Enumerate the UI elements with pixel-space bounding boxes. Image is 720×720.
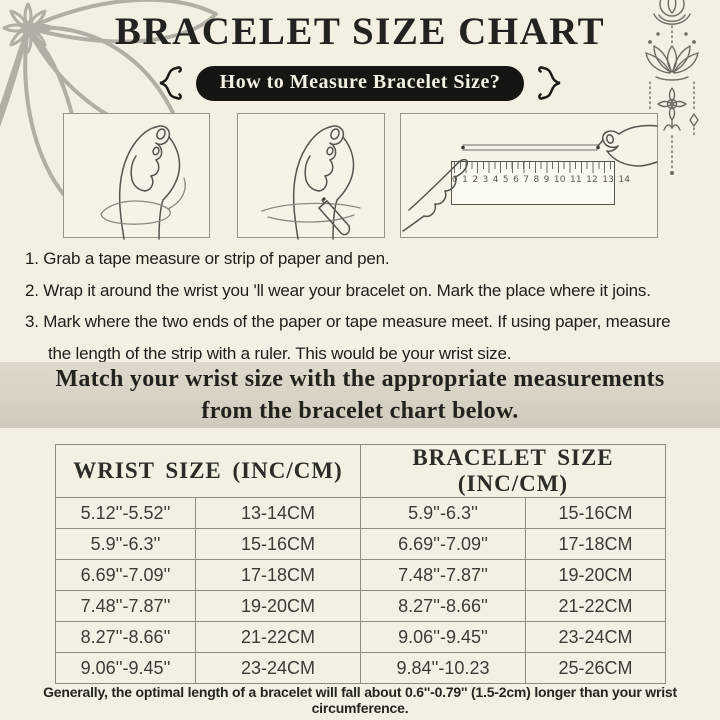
cell: 19-20CM <box>196 591 361 622</box>
footer-note: Generally, the optimal length of a bracelet will fall about 0.6''-0.79'' (1.5-2cm) longer than your wrist circumference. <box>43 684 677 716</box>
cell: 19-20CM <box>526 560 666 591</box>
step-1: 1. Grab a tape measure or strip of paper and pen. <box>25 249 390 268</box>
cell: 17-18CM <box>526 529 666 560</box>
cell: 15-16CM <box>196 529 361 560</box>
hand-with-tape-illustration <box>64 114 211 239</box>
illustration-wrap-tape <box>63 113 210 238</box>
illustration-mark-with-pen <box>237 113 385 238</box>
cell: 9.06''-9.45'' <box>361 622 526 653</box>
cell: 8.27''-8.66'' <box>361 591 526 622</box>
hand-with-pen-illustration <box>238 114 386 239</box>
ruler-numbers: 0 1 2 3 4 5 6 7 8 9 10 11 12 13 14 <box>452 175 631 185</box>
table-row <box>56 622 666 653</box>
cell: 15-16CM <box>526 498 666 529</box>
cell: 7.48''-7.87'' <box>361 560 526 591</box>
cell: 23-24CM <box>196 653 361 684</box>
bracelet-size-table <box>55 444 666 684</box>
cell: 9.06''-9.45'' <box>56 653 196 684</box>
wrist-size-header: WRIST SIZE (INC/CM) <box>56 445 361 498</box>
cell: 6.69''-7.09'' <box>361 529 526 560</box>
step-2: 2. Wrap it around the wrist you 'll wear your bracelet on. Mark the place where it joins. <box>25 280 651 300</box>
illustration-measure-ruler <box>400 113 658 238</box>
table-row <box>56 529 666 560</box>
how-to-measure-badge: How to Measure Bracelet Size? <box>196 66 525 101</box>
cell: 13-14CM <box>196 498 361 529</box>
cell: 5.9''-6.3'' <box>361 498 526 529</box>
table-header-row <box>56 445 666 498</box>
flourish-right-icon <box>537 63 567 103</box>
cell: 5.12''-5.52'' <box>56 498 196 529</box>
table-row <box>56 560 666 591</box>
page-title: BRACELET SIZE CHART <box>114 10 606 53</box>
cell: 23-24CM <box>526 622 666 653</box>
cell: 21-22CM <box>526 591 666 622</box>
cell: 25-26CM <box>526 653 666 684</box>
cell: 17-18CM <box>196 560 361 591</box>
cell: 7.48''-7.87'' <box>56 591 196 622</box>
match-size-banner <box>0 362 720 428</box>
measure-steps <box>25 243 697 369</box>
cell: 6.69''-7.09'' <box>56 560 196 591</box>
table-row <box>56 591 666 622</box>
cell: 5.9''-6.3'' <box>56 529 196 560</box>
table-row <box>56 653 666 684</box>
bracelet-size-header: BRACELET SIZE (INC/CM) <box>361 445 666 498</box>
cell: 21-22CM <box>196 622 361 653</box>
step-3: 3. Mark where the two ends of the paper or tape measure meet. If using paper, measure the length of the strip with a ruler. This would be your wrist size. <box>25 312 671 363</box>
match-size-banner-text: Match your wrist size with the appropriate measurements from the bracelet chart below. <box>55 366 665 424</box>
flourish-left-icon <box>153 63 183 103</box>
cell: 9.84''-10.23 <box>361 653 526 684</box>
hands-with-strip-illustration <box>401 114 659 239</box>
table-row <box>56 498 666 529</box>
how-to-measure-badge-row <box>0 62 720 104</box>
cell: 8.27''-8.66'' <box>56 622 196 653</box>
